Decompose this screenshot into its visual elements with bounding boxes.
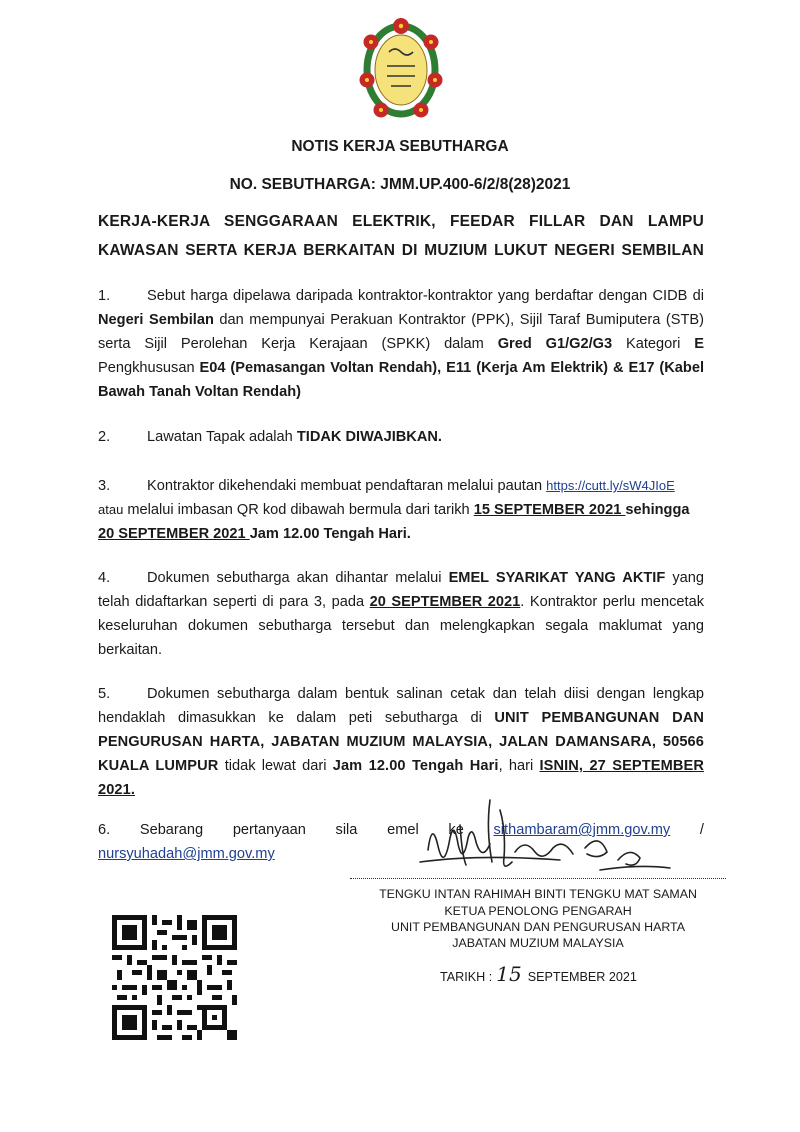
qr-code-icon[interactable] <box>112 915 237 1040</box>
paragraph-text: atau <box>98 502 124 517</box>
paragraph-number: 1. <box>98 288 111 304</box>
quotation-number: NO. SEBUTHARGA: JMM.UP.400-6/2/8(28)2021 <box>229 176 571 193</box>
signature-icon <box>350 790 730 890</box>
paragraph-3 <box>98 474 704 546</box>
signatory-position: KETUA PENOLONG PENGARAH <box>444 904 632 918</box>
paragraph-text: melalui imbasan QR kod dibawah bermula dari tarikh <box>123 502 474 518</box>
paragraph-number: 2. <box>98 429 111 445</box>
deadline-date: ISNIN, 27 SEPTEMBER 2021. <box>98 758 704 798</box>
paragraph-number: 6. <box>98 822 111 838</box>
specialisation-text: E04 (Pemasangan Voltan Rendah), E11 (Kerja Am Elektrik) & E17 (Kabel Bawah Tanah Voltan Rendah) <box>98 360 704 400</box>
end-time: Jam 12.00 Tengah Hari. <box>249 526 411 542</box>
paragraph-text: tidak lewat dari <box>218 758 333 774</box>
date-month-year: SEPTEMBER 2021 <box>527 970 637 984</box>
date-label: TARIKH : <box>440 970 493 984</box>
grade-text: Gred G1/G2/G3 <box>497 336 613 352</box>
paragraph-word: emel <box>387 822 419 838</box>
paragraph-text: Sebut harga dipelawa daripada kontraktor-kontraktor yang berdaftar dengan CIDB di <box>147 288 704 304</box>
paragraph-word: ke <box>448 822 464 838</box>
paragraph-text: dan mempunyai Perakuan Kontraktor (PPK), Sijil Taraf Bumiputera (STB) serta Sijil Perolehan Kerja Kerajaan (SPKK) dalam <box>98 312 704 352</box>
category-text: E <box>694 336 704 352</box>
signatory-unit: UNIT PEMBANGUNAN DAN PENGURUSAN HARTA <box>391 920 685 934</box>
paragraph-number: 4. <box>98 570 111 586</box>
state-name: Negeri Sembilan <box>98 312 214 328</box>
paragraph-1 <box>98 284 704 404</box>
paragraph-text: Lawatan Tapak adalah <box>147 429 297 445</box>
paragraph-text: Dokumen sebutharga akan dihantar melalui <box>147 570 449 586</box>
paragraph-text: Dokumen sebutharga dalam bentuk salinan cetak dan telah diisi dengan lengkap hendaklah dimasukkan ke dalam peti sebutharga di <box>98 686 704 726</box>
paragraph-text: yang telah didaftarkan seperti di para 3, pada <box>98 570 705 610</box>
paragraph-word: Sebarang <box>139 822 204 838</box>
end-date: 20 SEPTEMBER 2021 <box>98 526 250 542</box>
date-row <box>440 962 637 986</box>
paragraph-text: Kategori <box>612 336 695 352</box>
date-day: 15 <box>496 962 522 986</box>
paragraph-word: pertanyaan <box>232 822 306 838</box>
paragraph-number: 3. <box>98 478 111 494</box>
signatory-name: TENGKU INTAN RAHIMAH BINTI TENGKU MAT SAMAN <box>379 887 697 901</box>
email-requirement: EMEL SYARIKAT YANG AKTIF <box>448 570 666 586</box>
email-link-2[interactable]: nursyuhadah@jmm.gov.my <box>98 846 275 862</box>
email-link-1[interactable]: sithambaram@jmm.gov.my <box>493 822 671 838</box>
paragraph-number: 5. <box>98 686 111 702</box>
paragraph-4 <box>98 566 704 662</box>
signature-line <box>350 878 726 879</box>
signatory-department: JABATAN MUZIUM MALAYSIA <box>452 936 624 950</box>
paragraph-text: Kontraktor dikehendaki membuat pendaftaran melalui pautan <box>147 478 547 494</box>
subject-line-1: KERJA-KERJA SENGGARAAN ELEKTRIK, FEEDAR FILLAR DAN LAMPU <box>98 213 704 230</box>
send-date: 20 SEPTEMBER 2021 <box>369 594 521 610</box>
paragraph-text: Pengkhususan <box>98 360 200 376</box>
submission-address: UNIT PEMBANGUNAN DAN PENGURUSAN HARTA, JABATAN MUZIUM MALAYSIA, JALAN DAMANSARA, 50566 KUALA LUMPUR <box>98 710 704 774</box>
paragraph-word: sila <box>335 822 358 838</box>
subject-line-2: KAWASAN SERTA KERJA BERKAITAN DI MUZIUM LUKUT NEGERI SEMBILAN <box>98 242 704 259</box>
separator: / <box>699 822 704 838</box>
registration-link[interactable]: https://cutt.ly/sW4JIoE <box>546 478 675 493</box>
paragraph-text: sehingga <box>625 502 690 518</box>
deadline-time: Jam 12.00 Tengah Hari <box>332 758 499 774</box>
start-date: 15 SEPTEMBER 2021 <box>473 502 626 518</box>
jmm-logo-icon <box>355 14 447 126</box>
paragraph-text: , hari <box>498 758 540 774</box>
paragraph-5 <box>98 682 704 802</box>
paragraph-2 <box>98 425 704 449</box>
paragraph-text: . Kontraktor perlu mencetak keseluruhan dokumen sebutharga tersebut dan melengkapkan segala maklumat yang berkaitan. <box>98 594 704 658</box>
notice-title: NOTIS KERJA SEBUTHARGA <box>291 138 509 155</box>
subject-heading <box>98 207 704 265</box>
site-visit-status: TIDAK DIWAJIBKAN. <box>296 429 442 445</box>
